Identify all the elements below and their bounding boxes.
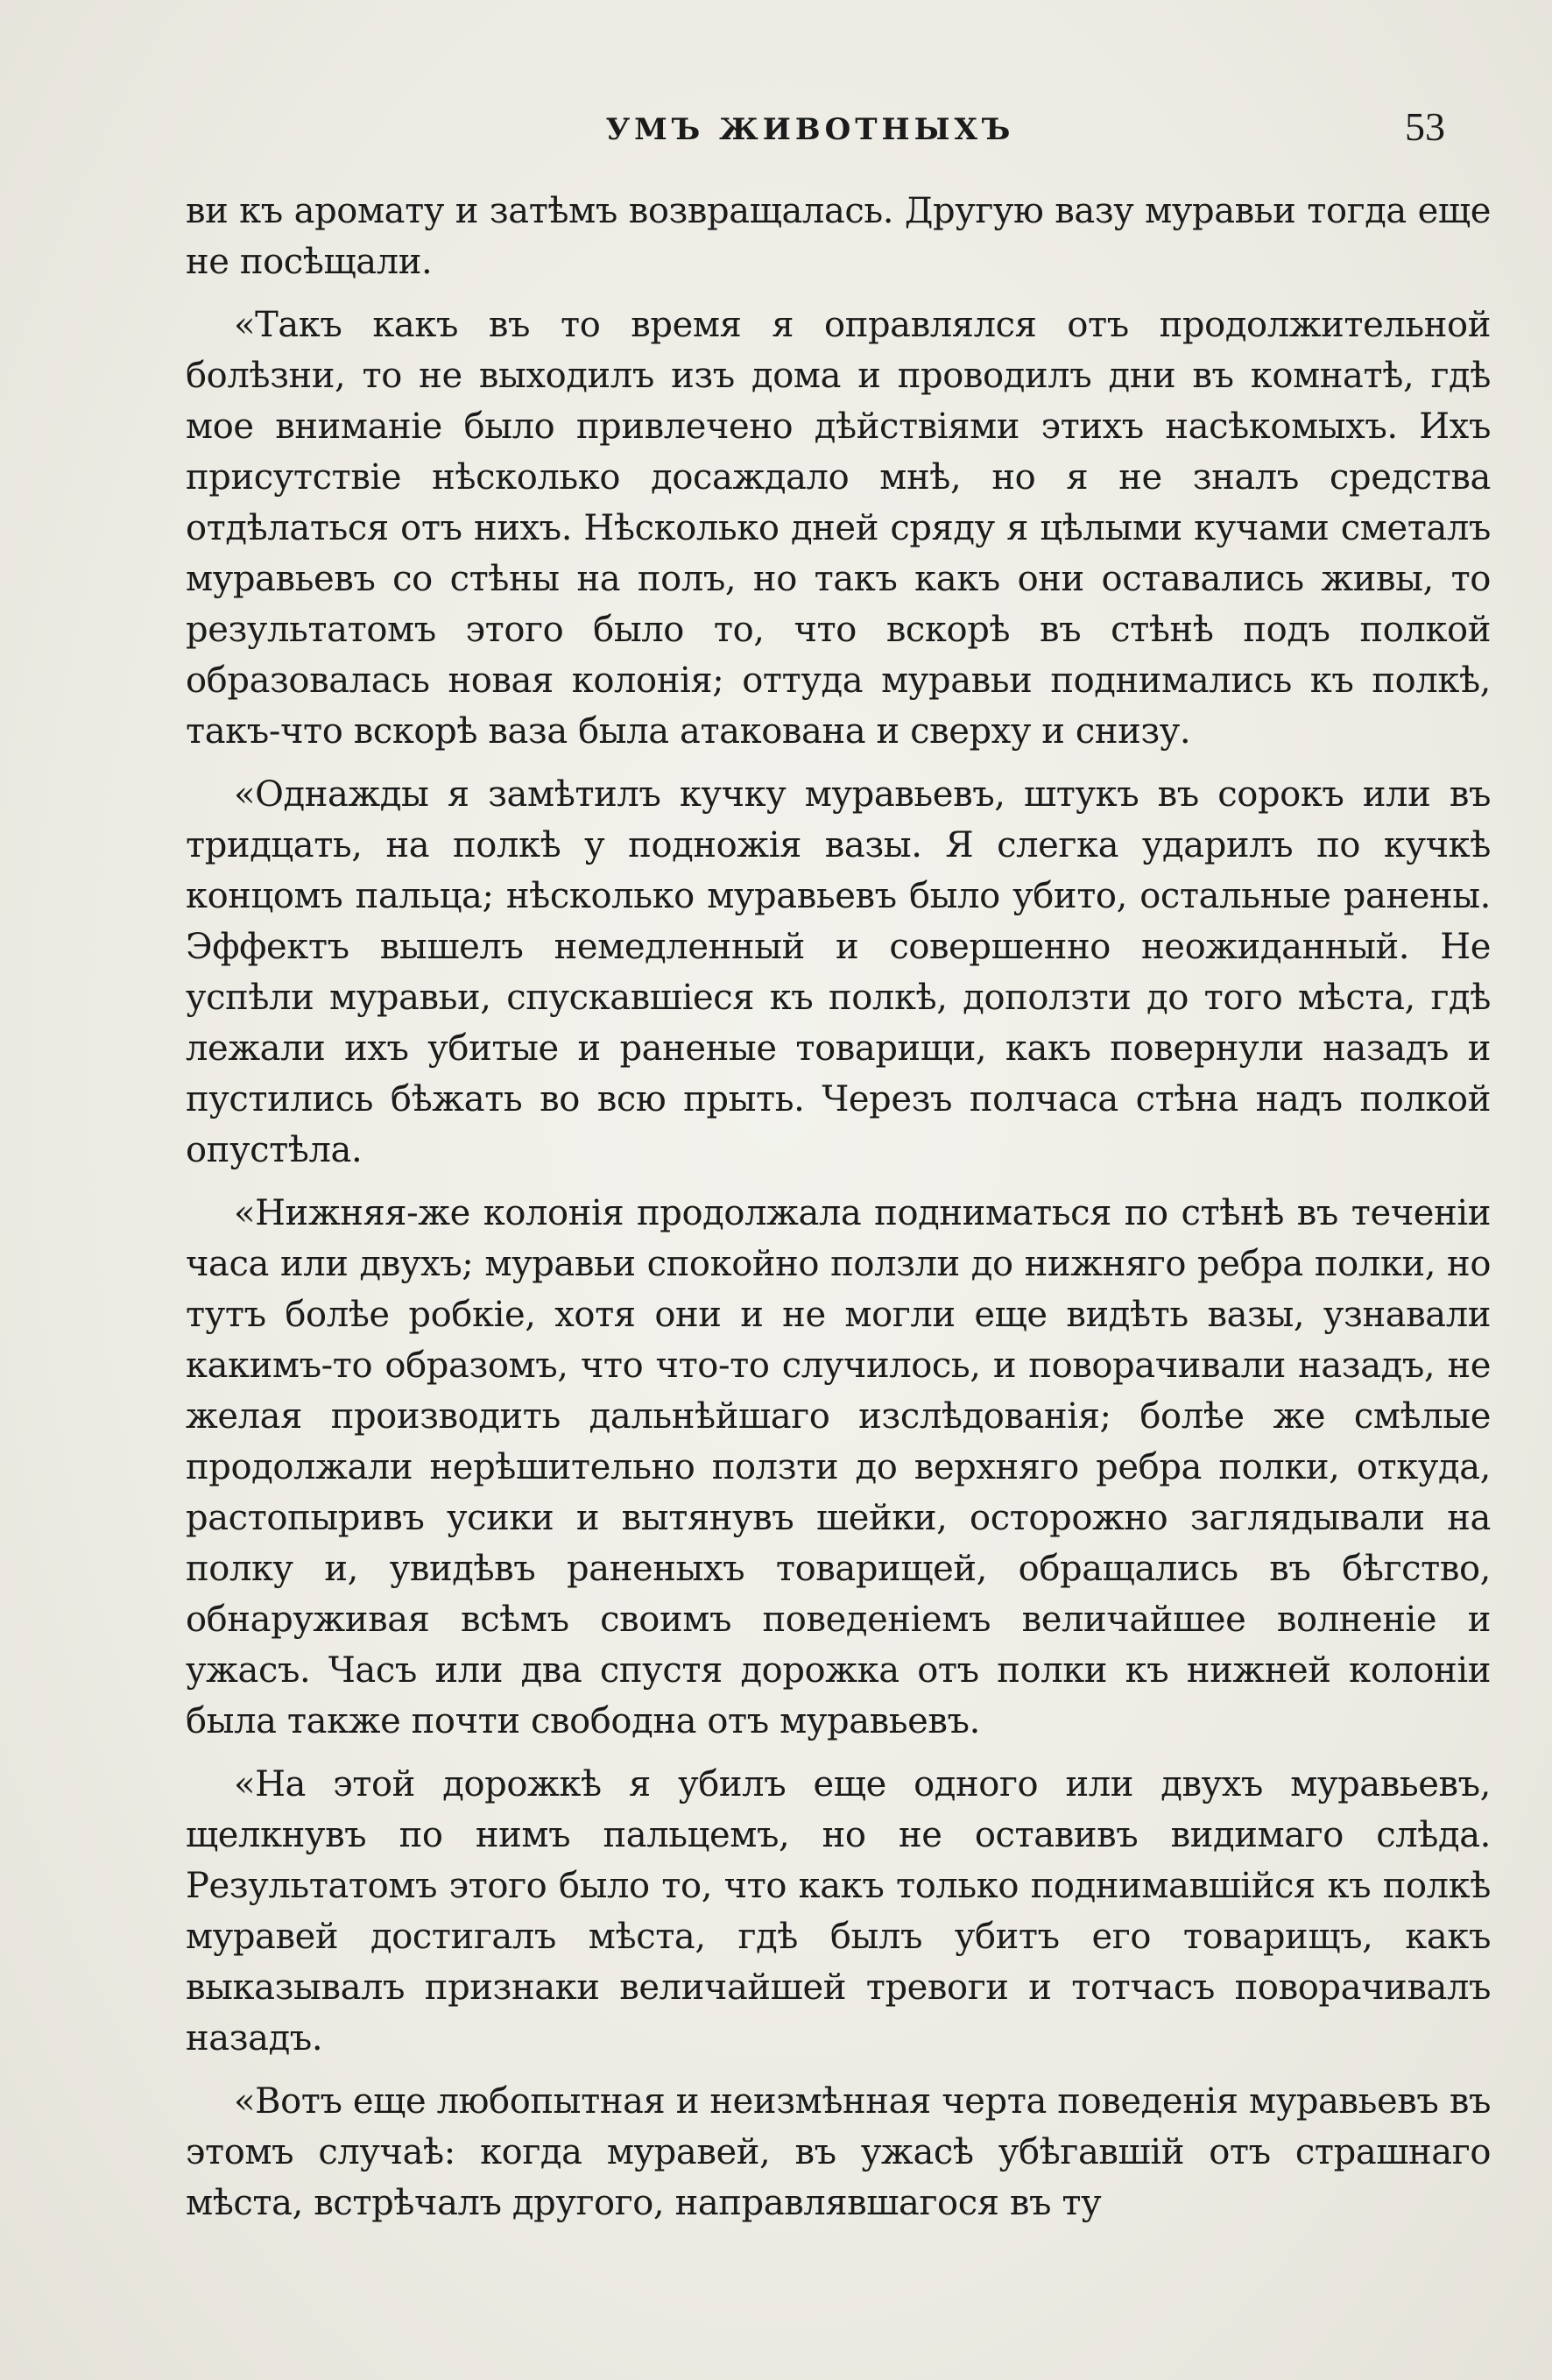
paragraph: «Нижняя-же колонія продолжала подниматься по стѣнѣ въ теченіи часа или двухъ; муравьи спокойно ползли до нижняго ребра полки, но тутъ болѣе робкіе, хотя они и не могли еще видѣть вазы, узнавали какимъ-то образомъ, что что-то случилось, и поворачивали назадъ, не желая производить дальнѣйшаго изслѣдованія; болѣе же смѣлые продолжали нерѣшительно ползти до верхняго ребра полки, откуда, растопыривъ усики и вытянувъ шейки, осторожно заглядывали на полку и, увидѣвъ раненыхъ товарищей, обращались въ бѣгство, обнаруживая всѣмъ своимъ поведеніемъ величайшее волненіе и ужасъ. Часъ или два спустя дорожка отъ полки къ нижней колоніи была также почти свободна отъ муравьевъ. [186,1193,1491,1741]
paragraph: «Однажды я замѣтилъ кучку муравьевъ, штукъ въ сорокъ или въ тридцать, на полкѣ у подножія вазы. Я слегка ударилъ по кучкѣ концомъ пальца; нѣсколько муравьевъ было убито, остальные ранены. Эффектъ вышелъ немедленный и совершенно неожиданный. Не успѣли муравьи, спускавшіеся къ полкѣ, доползти до того мѣста, гдѣ лежали ихъ убитые и раненые товарищи, какъ повернули назадъ и пустились бѣжать во всю прыть. Черезъ полчаса стѣна надъ полкой опустѣла. [186,774,1491,1170]
paragraph: «Вотъ еще любопытная и неизмѣнная черта поведенія муравьевъ въ этомъ случаѣ: когда муравей, въ ужасѣ убѣгавшій отъ страшнаго мѣста, встрѣчалъ другого, направлявшагося въ ту [186,2081,1491,2223]
running-head-title: УМЪ ЖИВОТНЫХЪ [605,112,1015,147]
paragraph: «На этой дорожкѣ я убилъ еще одного или двухъ муравьевъ, щелкнувъ по нимъ пальцемъ, но не оставивъ видимаго слѣда. Результатомъ этого было то, что какъ только поднимавшійся къ полкѣ муравей достигалъ мѣста, гдѣ былъ убитъ его товарищъ, какъ выказывалъ признаки величайшей тревоги и тотчасъ поворачивалъ назадъ. [186,1764,1491,2059]
page-number: 53 [1405,104,1445,149]
running-head [175,103,1445,156]
paragraph: ви къ аромату и затѣмъ возвращалась. Другую вазу муравьи тогда еще не посѣщали. [186,191,1491,282]
body-text [186,186,1491,2241]
paragraph: «Такъ какъ въ то время я оправлялся отъ продолжительной болѣзни, то не выходилъ изъ дома и проводилъ дни въ комнатѣ, гдѣ мое вниманіе было привлечено дѣйствіями этихъ насѣкомыхъ. Ихъ присутствіе нѣсколько досаждало мнѣ, но я не зналъ средства отдѣлаться отъ нихъ. Нѣсколько дней сряду я цѣлыми кучами сметалъ муравьевъ со стѣны на полъ, но такъ какъ они оставались живы, то результатомъ этого было то, что вскорѣ въ стѣнѣ подъ полкой образовалась новая колонія; оттуда муравьи поднимались къ полкѣ, такъ-что вскорѣ ваза была атакована и сверху и снизу. [186,305,1491,752]
